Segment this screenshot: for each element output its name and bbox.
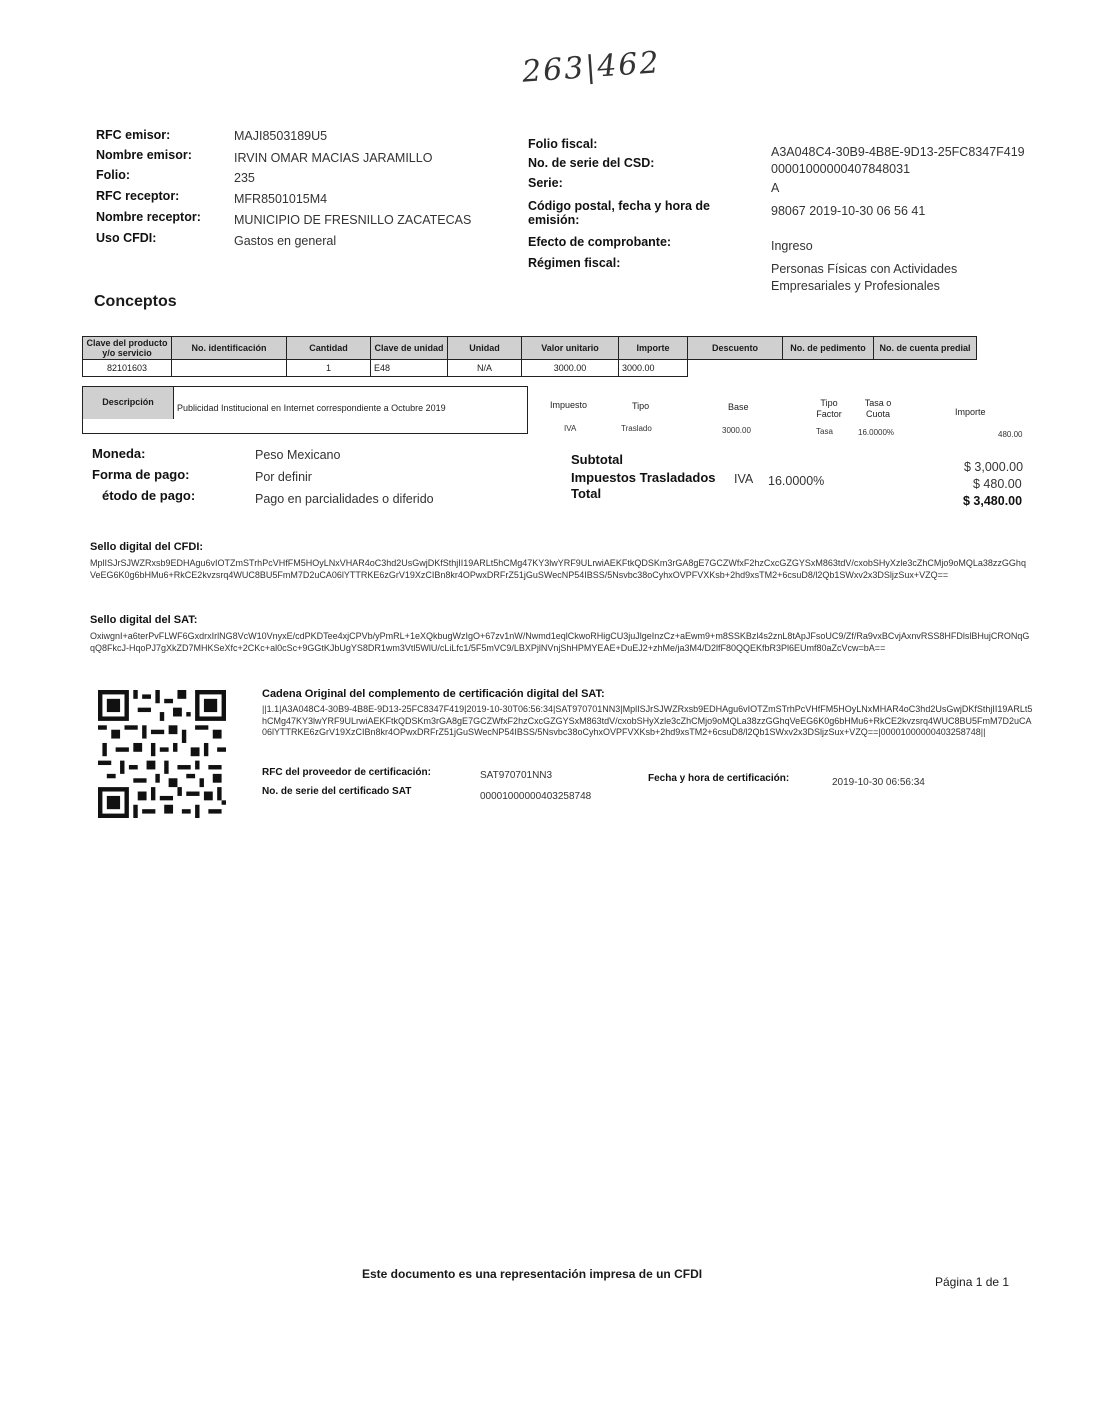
cell-clave: 82101603 — [83, 360, 172, 377]
footer-note: Este documento es una representación impresa de un CFDI — [362, 1267, 703, 1281]
rfc-proveedor-label: RFC del proveedor de certificación: — [262, 767, 431, 778]
rfc-proveedor-value: SAT970701NN3 — [480, 770, 553, 781]
folio-fiscal-label: Folio fiscal: — [528, 137, 598, 151]
imp-cell-tasa: 16.0000% — [858, 428, 895, 437]
col-header-cantidad: Cantidad — [287, 337, 371, 360]
imp-cell-tipo: Traslado — [621, 424, 652, 433]
impuestos-trasladados-label: Impuestos Trasladados — [571, 470, 716, 485]
conceptos-heading: Conceptos — [94, 293, 177, 310]
cell-cantidad: 1 — [287, 360, 371, 377]
cp-fecha-value: 98067 2019-10-30 06 56 41 — [771, 204, 926, 218]
nombre-receptor-label: Nombre receptor: — [96, 210, 201, 224]
descripcion-text: Publicidad Institucional en Internet correspondiente a Octubre 2019 — [177, 403, 446, 413]
impuestos-value: $ 480.00 — [973, 477, 1022, 491]
rfc-receptor-label: RFC receptor: — [96, 189, 180, 203]
serie-certificado-sat-label: No. de serie del certificado SAT — [262, 786, 412, 797]
moneda-label: Moneda: — [92, 446, 146, 461]
serie-label: Serie: — [528, 176, 563, 190]
imp-header-importe: Importe — [955, 407, 986, 417]
sello-sat-text: OxiwgnI+a6terPvFLWF6GxdrxIrlNG8VcW10VnyxE/cdPKDTee4xjCPVb/yPmRL+1eXQkbugWzIgO+67zv1nW/Nwmd1eqlCkwoRHigCU3juJlgeInzCz+aEwm9+m8SSKBzl4s2znL8tApJFsoUC9/Zf/Ra9vxBCvjAxnvRSS8HFDlslBHujCRONqGqQ8FkcJ-HqoPJ7gXkZD7MHKSeXfc+2CKc+al0cSc+9GGtKJbUgYS8DR1wm3Vtl5WlU/cLiLfc1/5F5mVC9/LBXPjlNVnjShHPMYEAE+DuEJ2+zhMe/ja3M4/D2lfF80QQEKfbR3Pl6EUmf80aZcVcw=bA== — [90, 631, 1030, 653]
subtotal-label: Subtotal — [571, 452, 623, 467]
descripcion-label: Descripción — [83, 387, 174, 419]
cadena-text: ||1.1|A3A048C4-30B9-4B8E-9D13-25FC8347F419|2019-10-30T06:56:34|SAT970701NN3|MplISJrSJWZRxsb9EDHAgu6vIOTZmSTrhPcVHfFM5HOyLNxMHAR4oC3hd2UsGwjDKfSthjII19ARLt5hCMg47KY3lwYRF9ULrwiAEKFtkQDSKm3rGA8gE7GCZWfxF2hzCxcGZGYSxM863tdV/cxobSHyXzle3cZhCMjo9oMQLa38zzGGhqVeEG6K0g6bHMu6+RkCE2kvzsrq4WUC8BU5FmM7D2uCA06lYTTRKE6zGrV19XzCIBn8kr4OPwxDRFrZ51jGuSWecNP54IBSS/5Nsvbc38oCyhxOVPFVXKsb+2hd9xsTM2+6csuD8/l2Qb1SWxv2x3DSljzSux+VZQ==|00001000000403258748|| — [262, 704, 1033, 737]
sello-cfdi-label: Sello digital del CFDI: — [90, 541, 204, 553]
rfc-emisor-label: RFC emisor: — [96, 128, 171, 142]
cp-fecha-label-2: emisión: — [528, 213, 580, 227]
col-header-importe: Importe — [619, 337, 688, 360]
col-header-no-pedimento: No. de pedimento — [783, 337, 874, 360]
regimen-value-2: Empresariales y Profesionales — [771, 279, 940, 293]
col-header-cuenta-predial: No. de cuenta predial — [874, 337, 977, 360]
cell-importe: 3000.00 — [619, 360, 688, 377]
uso-cfdi-value: Gastos en general — [234, 234, 337, 248]
imp-cell-base: 3000.00 — [722, 426, 751, 435]
cell-descuento — [688, 360, 783, 377]
col-header-unidad: Unidad — [448, 337, 522, 360]
forma-pago-value: Por definir — [255, 470, 312, 484]
imp-header-tipo-factor: Tipo Factor — [816, 398, 842, 419]
folio-fiscal-value: A3A048C4-30B9-4B8E-9D13-25FC8347F419 — [771, 145, 1025, 159]
cadena-label: Cadena Original del complemento de certificación digital del SAT: — [262, 688, 605, 700]
forma-pago-label: Forma de pago: — [92, 467, 190, 482]
imp-header-impuesto: Impuesto — [550, 400, 588, 410]
page-number: Página 1 de 1 — [935, 1275, 1010, 1289]
iva-label: IVA — [734, 472, 754, 486]
total-label: Total — [571, 486, 602, 501]
conceptos-table — [82, 336, 977, 377]
imp-cell-importe: 480.00 — [998, 430, 1023, 439]
cell-no-identificacion — [172, 360, 287, 377]
efecto-value: Ingreso — [771, 239, 813, 253]
nombre-emisor-label: Nombre emisor: — [96, 148, 192, 162]
col-header-no-identificacion: No. identificación — [172, 337, 287, 360]
handwritten-note: 263|462 — [520, 45, 662, 90]
qr-code-icon — [98, 690, 226, 818]
uso-cfdi-label: Uso CFDI: — [96, 231, 157, 245]
imp-cell-tipo-factor: Tasa — [816, 427, 833, 436]
col-header-valor-unitario: Valor unitario — [522, 337, 619, 360]
folio-label: Folio: — [96, 168, 131, 182]
serie-certificado-sat-value: 00001000000403258748 — [480, 791, 592, 802]
col-header-clave-unidad: Clave de unidad — [371, 337, 448, 360]
serie-csd-label: No. de serie del CSD: — [528, 156, 655, 170]
serie-csd-value: 00001000000407848031 — [771, 162, 911, 176]
imp-header-base: Base — [728, 402, 749, 412]
cell-cuenta-predial — [874, 360, 977, 377]
cell-no-pedimento — [783, 360, 874, 377]
total-value: $ 3,480.00 — [963, 494, 1023, 508]
cell-clave-unidad: E48 — [371, 360, 448, 377]
nombre-emisor-value: IRVIN OMAR MACIAS JARAMILLO — [234, 151, 433, 165]
cp-fecha-label-1: Código postal, fecha y hora de — [528, 199, 710, 213]
descripcion-box — [82, 386, 528, 434]
col-header-clave: Clave del producto y/o servicio — [83, 337, 172, 360]
cell-valor-unitario: 3000.00 — [522, 360, 619, 377]
folio-value: 235 — [234, 171, 255, 185]
sello-cfdi-text: MplISJrSJWZRxsb9EDHAgu6vIOTZmSTrhPcVHfFM5HOyLNxVHAR4oC3hd2UsGwjDKfSthjII19ARLt5hCMg47KY3lwYRF9ULrwiAEKFtkQDSKm3rGA8gE7GCZWfxF2hzCxcGZGYSxM863tdV/cxobSHyXzle3cZhCMjo9oMQLa38zzGGhqVeEG6K0g6bHMu6+RkCE2kvzsrq4WUC8BU5FmM7D2uCA06lYTTRKE6zGrV19XzCIBn8kr4OPwxDRFrZ51jGuSWecNP54IBSS/5Nsvbc38oCyhxOVPFVXKsb+2hd9xsTM2+6csuD8/l2Qb1SWxv2x3DSljzSux+VZQ== — [90, 558, 1026, 580]
table-header-row — [83, 337, 977, 360]
fecha-certificacion-label: Fecha y hora de certificación: — [648, 773, 790, 784]
iva-rate: 16.0000% — [768, 474, 825, 488]
rfc-emisor-value: MAJI8503189U5 — [234, 129, 328, 143]
imp-cell-impuesto: IVA — [564, 424, 577, 433]
metodo-pago-label: étodo de pago: — [102, 488, 196, 503]
subtotal-value: $ 3,000.00 — [964, 460, 1024, 474]
metodo-pago-value: Pago en parcialidades o diferido — [255, 492, 434, 506]
nombre-receptor-value: MUNICIPIO DE FRESNILLO ZACATECAS — [234, 213, 472, 227]
regimen-label: Régimen fiscal: — [528, 256, 621, 270]
regimen-value-1: Personas Físicas con Actividades — [771, 262, 958, 276]
moneda-value: Peso Mexicano — [255, 448, 341, 462]
col-header-descuento: Descuento — [688, 337, 783, 360]
fecha-certificacion-value: 2019-10-30 06:56:34 — [832, 777, 925, 788]
rfc-receptor-value: MFR8501015M4 — [234, 192, 328, 206]
efecto-label: Efecto de comprobante: — [528, 235, 672, 249]
imp-header-tipo: Tipo — [632, 401, 650, 411]
table-row — [83, 360, 977, 377]
serie-value: A — [771, 181, 780, 195]
sello-sat-label: Sello digital del SAT: — [90, 614, 198, 626]
imp-header-tasa-cuota: Tasa o Cuota — [864, 398, 892, 419]
cell-unidad: N/A — [448, 360, 522, 377]
